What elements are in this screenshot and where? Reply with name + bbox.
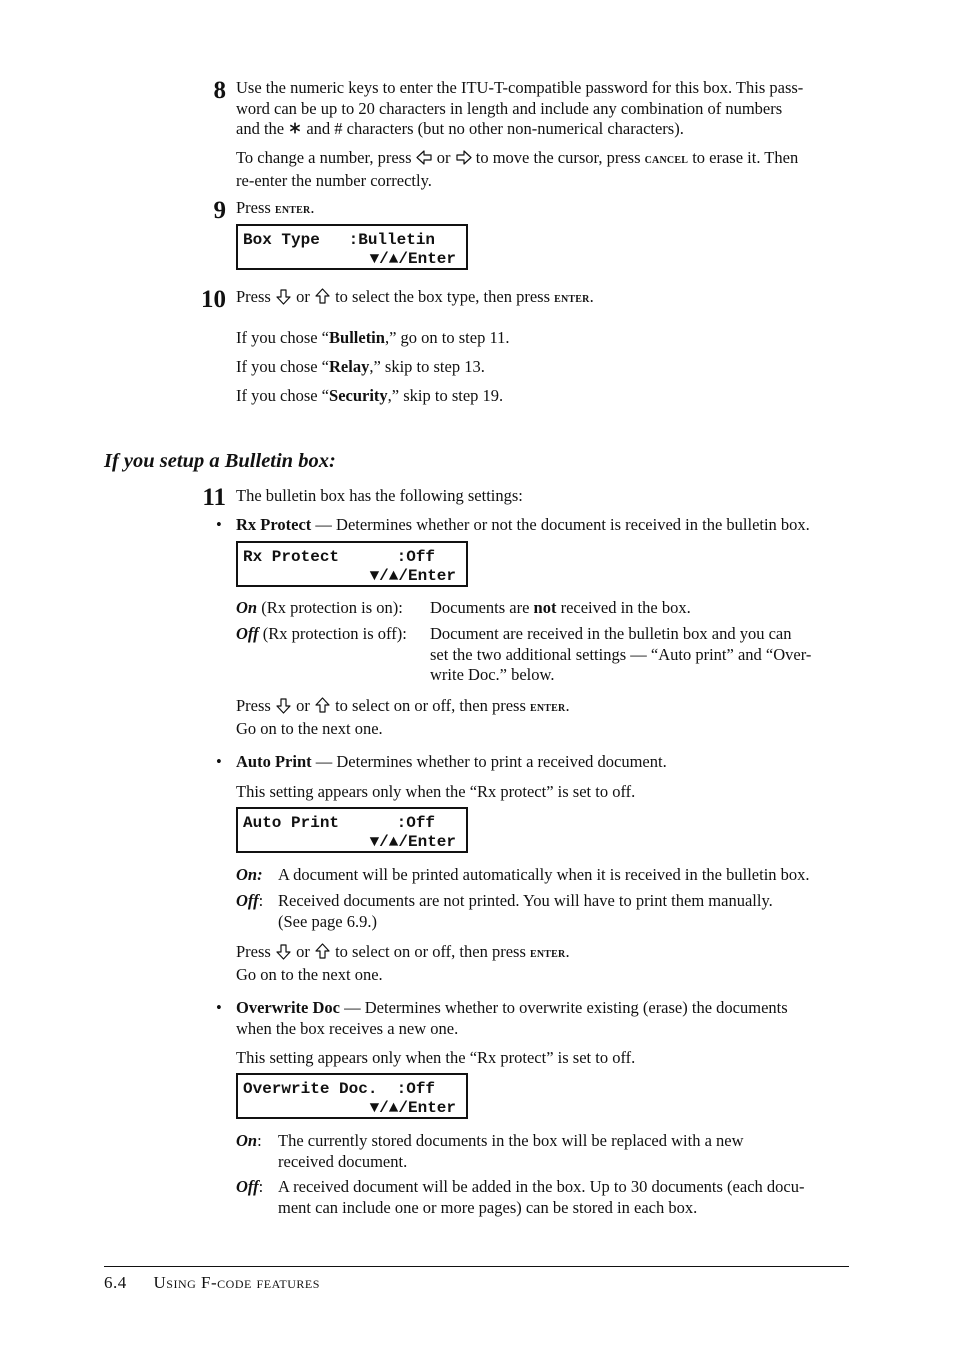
lcd-display: [236, 541, 468, 587]
choice-relay: If you chose “Relay,” skip to step 13.: [236, 357, 485, 376]
page-number: 6.4: [104, 1273, 127, 1292]
auto-on-desc: A document will be printed automatically when it is received in the bulletin box.: [278, 865, 810, 884]
rx-press-text: Press or to select on or off, then press enter. Go on to the next one.: [236, 696, 570, 738]
arrow-up-key-icon: [314, 943, 331, 960]
enter-key-label: enter: [274, 202, 311, 217]
star-key-icon: [288, 121, 302, 135]
bullet: •: [216, 998, 222, 1017]
rx-off-desc: Document are received in the bulletin box and you can set the two additional settings — “Auto print” and “Over- write Doc.” below.: [430, 624, 812, 684]
step-10-text: Press or to select the box type, then press enter.: [236, 287, 594, 306]
step-8-text: [236, 78, 851, 140]
arrow-right-key-icon: [455, 149, 472, 166]
lcd-line-2: ▼/▲/Enter: [369, 833, 456, 851]
footer-rule: [104, 1266, 849, 1267]
step-number: 9: [213, 197, 226, 224]
overwrite-off-desc: A received document will be added in the box. Up to 30 documents (each docu- ment can include one or more pages) can be stored in each box.: [278, 1177, 805, 1217]
overwrite-on-desc: The currently stored documents in the box will be replaced with a new received document.: [278, 1131, 744, 1171]
step-number: 10: [201, 286, 226, 313]
step-9-text: Press enter.: [236, 198, 315, 217]
arrow-down-key-icon: [275, 943, 292, 960]
arrow-left-key-icon: [416, 149, 433, 166]
arrow-up-key-icon: [314, 288, 331, 305]
arrow-down-key-icon: [275, 288, 292, 305]
step-number: 8: [213, 77, 226, 104]
arrow-up-key-icon: [314, 697, 331, 714]
rx-on-label: On (Rx protection is on):: [236, 598, 403, 617]
step-11-text: The bulletin box has the following settings:: [236, 486, 523, 505]
lcd-display: [236, 1073, 468, 1119]
cancel-key-label: cancel: [644, 152, 689, 167]
lcd-line-1: Rx Protect :Off: [243, 548, 436, 566]
step-8-line: and the and # characters (but no other non-numerical characters).: [236, 119, 684, 138]
overwrite-note: This setting appears only when the “Rx protect” is set to off.: [236, 1048, 636, 1067]
overwrite-off-label: Off:: [236, 1177, 264, 1196]
choice-bulletin: If you chose “Bulletin,” go on to step 11.: [236, 328, 510, 347]
auto-off-label: Off:: [236, 891, 264, 910]
bullet: •: [216, 752, 222, 771]
enter-key-label: enter: [530, 946, 566, 961]
auto-on-label: On:: [236, 865, 263, 884]
step-8-line: Use the numeric keys to enter the ITU-T-compatible password for this box. This pass-: [236, 78, 804, 97]
page-footer: [104, 1273, 320, 1294]
bullet: •: [216, 515, 222, 534]
rx-on-desc: Documents are not received in the box.: [430, 598, 691, 617]
overwrite-desc: Overwrite Doc — Determines whether to overwrite existing (erase) the documents when the box receives a new one.: [236, 998, 788, 1038]
arrow-down-key-icon: [275, 697, 292, 714]
step-8-cursor-text: To change a number, press or to move the cursor, press cancel to erase it. Then re-enter the number correctly.: [236, 148, 799, 190]
lcd-line-2: ▼/▲/Enter: [369, 567, 456, 585]
section-heading: If you setup a Bulletin box:: [104, 450, 336, 472]
lcd-line-2: ▼/▲/Enter: [369, 250, 456, 268]
auto-off-desc: Received documents are not printed. You will have to print them manually. (See page 6.9.): [278, 891, 773, 931]
lcd-display: [236, 807, 468, 853]
lcd-line-2: ▼/▲/Enter: [369, 1099, 456, 1117]
rx-off-label: Off (Rx protection is off):: [236, 624, 407, 643]
choice-security: If you chose “Security,” skip to step 19.: [236, 386, 504, 405]
enter-key-label: enter: [554, 291, 590, 306]
enter-key-label: enter: [530, 700, 566, 715]
lcd-display: [236, 224, 468, 270]
lcd-line-1: Overwrite Doc. :Off: [243, 1080, 436, 1098]
auto-press-text: Press or to select on or off, then press enter. Go on to the next one.: [236, 942, 570, 984]
auto-print-note: This setting appears only when the “Rx protect” is set to off.: [236, 782, 636, 801]
auto-print-desc: Auto Print — Determines whether to print a received document.: [236, 752, 667, 771]
lcd-line-1: Auto Print :Off: [243, 814, 436, 832]
chapter-title: Using F-code features: [153, 1273, 320, 1292]
step-number: 11: [202, 484, 226, 511]
rx-protect-desc: Rx Protect — Determines whether or not the document is received in the bulletin box.: [236, 515, 810, 534]
overwrite-on-label: On:: [236, 1131, 262, 1150]
lcd-line-1: Box Type :Bulletin: [243, 231, 436, 249]
step-8-line: word can be up to 20 characters in length and include any combination of numbers: [236, 98, 783, 118]
